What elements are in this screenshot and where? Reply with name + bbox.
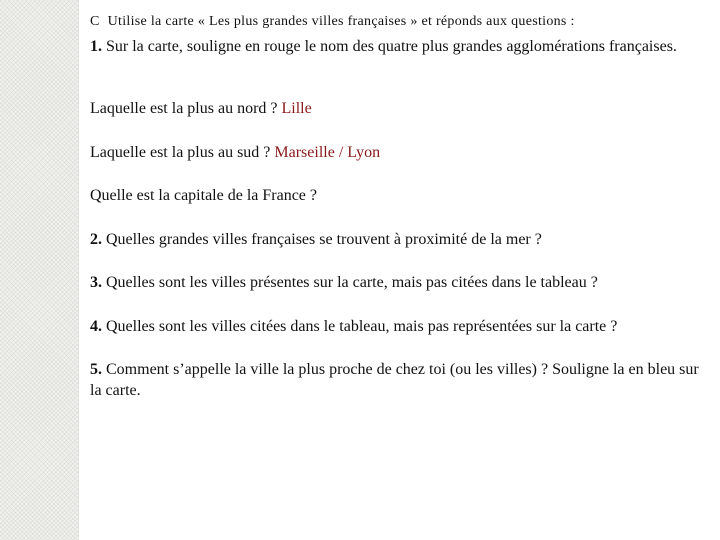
- worksheet: [90, 14, 700, 399]
- question-1-text: Sur la carte, souligne en rouge le nom des quatre plus grandes agglomérations françaises.: [106, 38, 677, 55]
- question-3-number: 3.: [90, 274, 102, 291]
- question-capital-text: Quelle est la capitale de la France ?: [90, 187, 317, 204]
- question-capital: [90, 185, 700, 206]
- question-5: [90, 359, 700, 401]
- question-5-number: 5.: [90, 361, 102, 378]
- question-2-text: Quelles grandes villes françaises se trouvent à proximité de la mer ?: [102, 231, 542, 248]
- exercise-heading: [90, 14, 700, 30]
- question-5-text: Comment s’appelle la ville la plus proche de chez toi (ou les villes) ? Souligne la en bleu sur la carte.: [90, 361, 699, 399]
- question-1: [90, 36, 700, 58]
- question-north: [90, 98, 700, 119]
- exercise-letter: C: [90, 14, 100, 29]
- question-4-text: Quelles sont les villes citées dans le tableau, mais pas représentées sur la carte ?: [102, 318, 618, 335]
- decorative-left-strip: [0, 0, 79, 540]
- answer-south: Marseille / Lyon: [274, 144, 381, 161]
- question-3-text: Quelles sont les villes présentes sur la carte, mais pas citées dans le tableau ?: [102, 274, 598, 291]
- question-2-number: 2.: [90, 231, 102, 248]
- question-2: [90, 229, 700, 250]
- question-4: [90, 316, 700, 337]
- question-3: [90, 272, 700, 293]
- question-north-text: Laquelle est la plus au nord ?: [90, 100, 282, 117]
- question-south: [90, 142, 700, 163]
- question-4-number: 4.: [90, 318, 102, 335]
- exercise-instruction: Utilise la carte « Les plus grandes villes françaises » et réponds aux questions :: [107, 14, 575, 29]
- question-1-number: 1.: [90, 38, 102, 55]
- question-south-text: Laquelle est la plus au sud ?: [90, 144, 275, 161]
- answer-north: Lille: [281, 100, 312, 117]
